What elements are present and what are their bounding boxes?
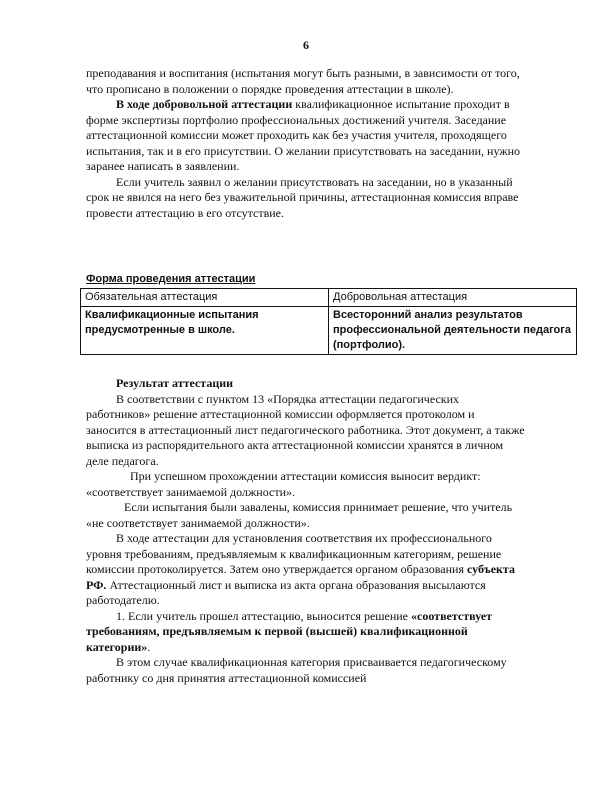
result-p4-end: Аттестационный лист и выписка из акта органа образования высылаются работодателю. [86, 577, 486, 607]
result-title: Результат аттестации [116, 376, 234, 390]
result-paragraph-2: При успешном прохождении аттестации комиссия выносит вердикт: «соответствует занимаемой должности». [86, 469, 481, 499]
cell-voluntary: Всесторонний анализ результатов профессиональной деятельности педагога (портфолио). [329, 307, 577, 355]
result-p5-start: 1. Если учитель прошел аттестацию, выносится решение [116, 608, 412, 623]
header-voluntary: Добровольная аттестация [329, 289, 577, 307]
intro-paragraph-continuation: преподавания и воспитания (испытания могут быть разными, в зависимости от того, что прописано в положении о порядке проведения аттестации в школе). [86, 66, 520, 96]
voluntary-attestation-text: квалификационное испытание проходит в форме экспертизы портфолио профессиональных достижений учителя. Заседание аттестационной комиссии может проходить как без участия учителя, проходящего испытания, так и в его присутствии. О желании присутствовать на заседании, нужно заранее написать в заявлении. [86, 97, 521, 173]
table-row [81, 307, 577, 355]
result-paragraph-4 [86, 531, 526, 609]
result-p4-start: В ходе аттестации для установления соответствия их профессионального уровня требованиям, предъявляемым к квалификационным категориям, решение комиссии протоколируется. Затем оно утверждается органом образования [86, 531, 502, 576]
attestation-form-table [80, 288, 577, 355]
result-section [86, 376, 526, 686]
result-paragraph-3: Если испытания были завалены, комиссия принимает решение, что учитель «не соответствует занимаемой должности». [86, 500, 513, 530]
result-paragraph-1: В соответствии с пунктом 13 «Порядка аттестации педагогических работников» решение аттестационной комиссии оформляется протоколом и заносится в аттестационный лист педагогического работника. Этот документ, а также выписка из распорядительного акта аттестационной комиссии хранятся в личном деле педагога. [86, 391, 525, 468]
voluntary-attestation-paragraph [86, 97, 526, 175]
table-header-row [81, 289, 577, 307]
voluntary-attestation-term: В ходе добровольной аттестации [116, 97, 293, 111]
result-paragraph-5 [86, 609, 526, 656]
page-number: 6 [303, 38, 309, 52]
intro-section [86, 66, 526, 221]
result-p4-bold: субъекта РФ. [86, 562, 515, 592]
header-mandatory: Обязательная аттестация [81, 289, 329, 307]
absence-paragraph: Если учитель заявил о желании присутствовать на заседании, но в указанный срок не явился на него без уважительной причины, аттестационная комиссия вправе провести аттестацию в его отсутствие. [86, 174, 519, 220]
result-p5-bold: «соответствует требованиям, предъявляемым к первой (высшей) квалификационной категории» [86, 608, 493, 654]
form-table-title: Форма проведения аттестации [86, 273, 256, 285]
result-p5-end: . [147, 639, 151, 654]
cell-mandatory: Квалификационные испытания предусмотренные в школе. [81, 307, 329, 355]
result-paragraph-6: В этом случае квалификационная категория присваивается педагогическому работнику со дня принятия аттестационной комиссией [86, 655, 507, 685]
